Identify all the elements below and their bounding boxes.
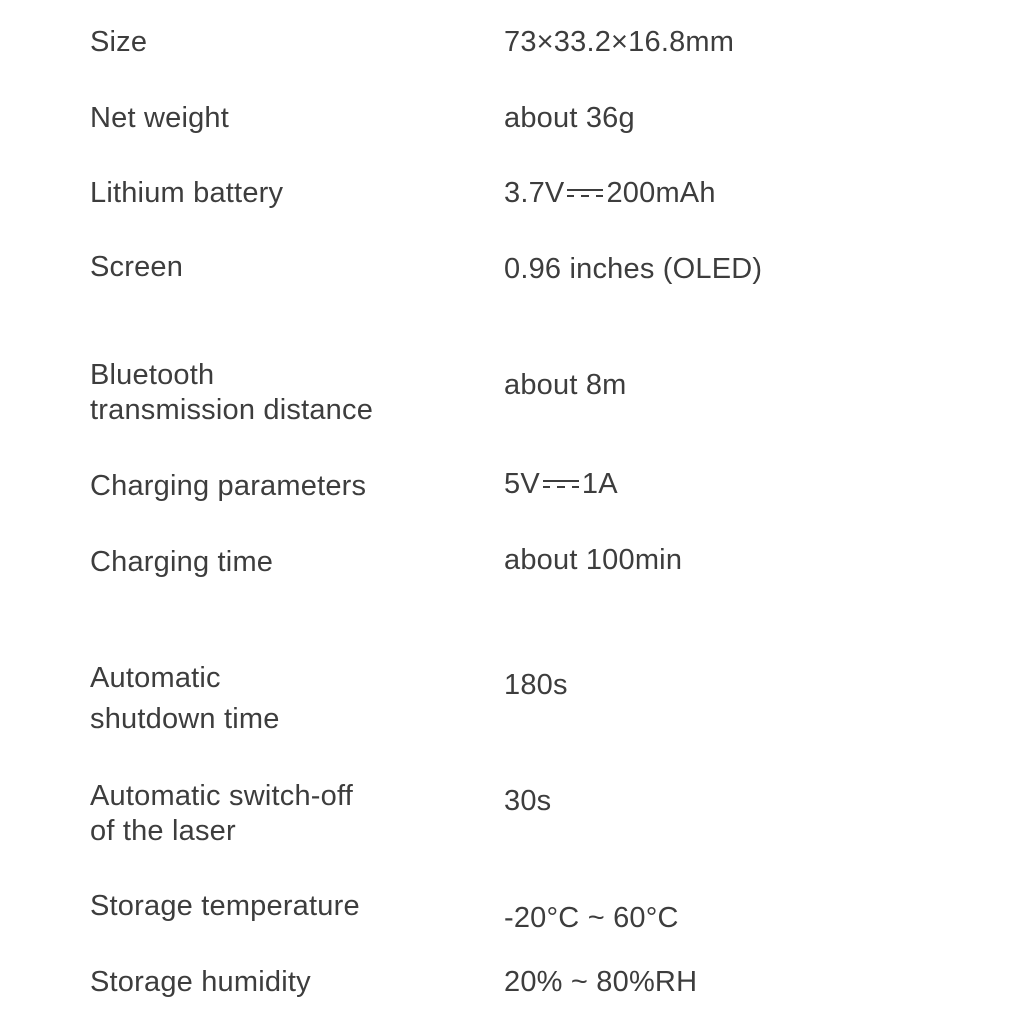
spec-label-bluetooth-line2: transmission distance bbox=[90, 394, 374, 426]
spec-value-storage-humidity: 20% ~ 80%RH bbox=[504, 966, 698, 998]
spec-label-laser-switch-off-line2: of the laser bbox=[90, 815, 236, 847]
spec-value-charging-parameters bbox=[504, 467, 618, 502]
spec-value-screen: 0.96 inches (OLED) bbox=[504, 253, 763, 285]
spec-value-lithium-battery bbox=[504, 176, 716, 211]
spec-label-charging-parameters: Charging parameters bbox=[90, 470, 367, 502]
spec-label-auto-shutdown-line1: Automatic bbox=[90, 662, 221, 694]
dc-symbol-icon bbox=[542, 478, 580, 490]
spec-label-net-weight: Net weight bbox=[90, 102, 230, 134]
spec-label-auto-shutdown-line2: shutdown time bbox=[90, 703, 280, 735]
spec-value-charging-time: about 100min bbox=[504, 544, 683, 576]
spec-label-bluetooth-line1: Bluetooth bbox=[90, 359, 215, 391]
battery-voltage: 3.7V bbox=[504, 177, 565, 209]
charging-current: 1A bbox=[581, 468, 618, 500]
dc-symbol-icon bbox=[566, 187, 604, 199]
spec-value-storage-temperature: -20°C ~ 60°C bbox=[504, 902, 679, 934]
spec-label-storage-humidity: Storage humidity bbox=[90, 966, 311, 998]
spec-label-lithium-battery: Lithium battery bbox=[90, 177, 284, 209]
spec-label-size: Size bbox=[90, 26, 148, 58]
spec-value-bluetooth: about 8m bbox=[504, 369, 627, 401]
spec-value-size: 73×33.2×16.8mm bbox=[504, 26, 735, 58]
spec-label-storage-temperature: Storage temperature bbox=[90, 890, 360, 922]
battery-capacity: 200mAh bbox=[606, 177, 716, 209]
spec-value-laser-switch-off: 30s bbox=[504, 785, 552, 817]
spec-label-laser-switch-off-line1: Automatic switch-off bbox=[90, 780, 353, 812]
spec-value-net-weight: about 36g bbox=[504, 102, 635, 134]
charging-voltage: 5V bbox=[504, 468, 540, 500]
spec-value-auto-shutdown: 180s bbox=[504, 669, 568, 701]
spec-label-charging-time: Charging time bbox=[90, 546, 274, 578]
spec-label-screen: Screen bbox=[90, 251, 184, 283]
